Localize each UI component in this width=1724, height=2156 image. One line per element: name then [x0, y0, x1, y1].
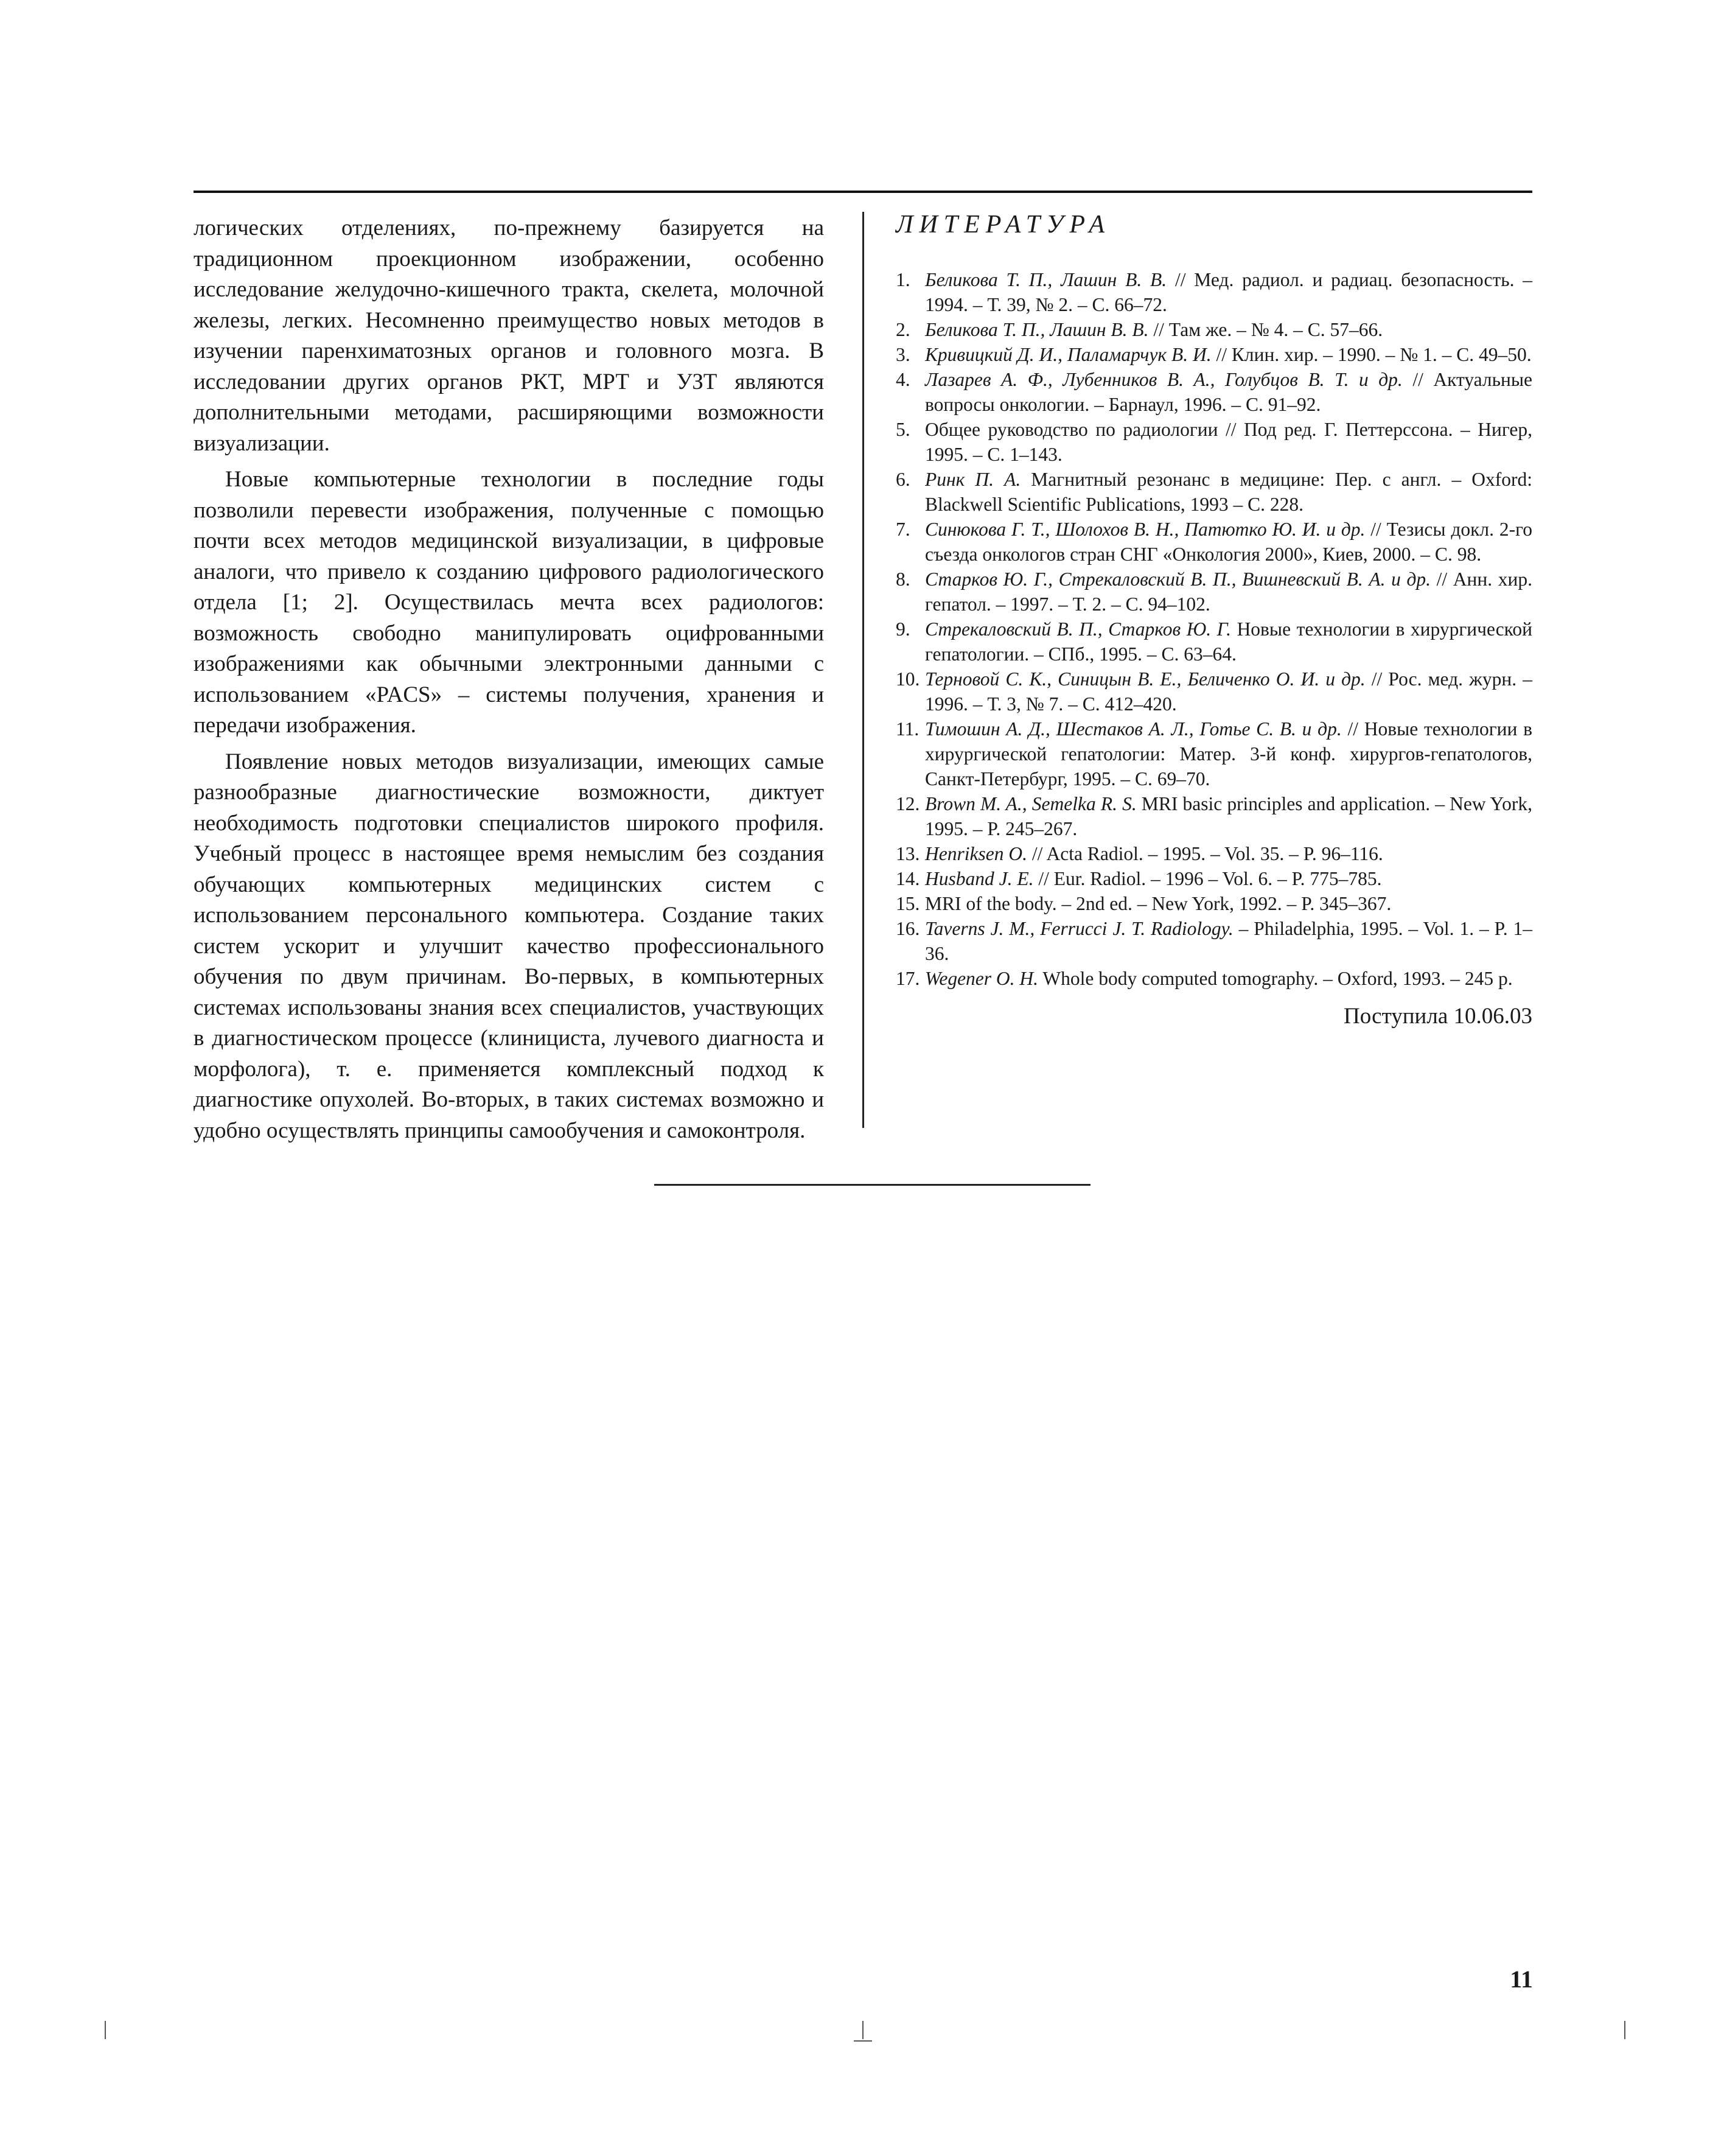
reference-details: MRI of the body. – 2nd ed. – New York, 1992. – P. 345–367. — [925, 893, 1392, 914]
body-paragraph: Появление новых методов визуализации, имеющих самые разнообразные диагностические возможности, диктует необходимость подготовки специалистов широкого профиля. Учебный процесс в настоящее время немыслим без создания обучающих компьютерных медицинских систем с использованием персонального компьютера. Создание таких систем ускорит и улучшит качество профессионального обучения по двум причинам. Во-первых, в компьютерных системах использованы знания всех специалистов, участвующих в диагностическом процессе (клинициста, лучевого диагноста и морфолога), т. е. применяется комплексный подход к диагностике опухолей. Во-вторых, в таких системах возможно и удобно осуществлять принципы самообучения и самоконтроля. — [194, 749, 824, 1143]
reference-authors: Husband J. E. — [925, 868, 1034, 889]
reference-authors: Стрекаловский В. П., Старков Ю. Г. — [925, 618, 1232, 640]
reference-details: // Там же. – № 4. – С. 57–66. — [1148, 319, 1383, 340]
received-date: Поступила 10.06.03 — [1344, 1004, 1532, 1029]
reference-details: // Анн. хир. гепатол. – 1997. – Т. 2. – С. 94–102. — [925, 569, 1532, 615]
reference-details: // Клин. хир. – 1990. – № 1. – С. 49–50. — [1211, 344, 1532, 365]
top-rule — [194, 191, 1532, 193]
reference-authors: Синюкова Г. Т., Шолохов В. Н., Патютко Ю. И. и др. — [925, 519, 1366, 540]
body-paragraph: Новые компьютерные технологии в последние годы позволили перевести изображения, полученные с помощью почти всех методов медицинской визуализации, в цифровые аналоги, что привело к созданию цифрового радиологического отдела [1; 2]. Осуществилась мечта всех радиологов: возможность свободно манипулировать оцифрованными изображениями как обычными электронными данными с использованием «PACS» – системы получения, хранения и передачи изображения. — [194, 467, 824, 738]
reference-item — [896, 417, 1532, 467]
reference-authors: Taverns J. M., Ferrucci J. T. Radiology. — [925, 918, 1234, 939]
reference-item — [896, 841, 1532, 866]
reference-authors: Кривицкий Д. И., Паламарчук В. И. — [925, 344, 1212, 365]
reference-details: Whole body computed tomography. – Oxford, 1993. – 245 p. — [1038, 968, 1513, 989]
crop-mark — [1624, 2021, 1625, 2039]
reference-number: 11. — [896, 718, 920, 740]
reference-item — [896, 567, 1532, 617]
reference-authors: Беликова Т. П., Лашин В. В. — [925, 269, 1167, 290]
reference-item — [896, 716, 1532, 791]
reference-number: 8. — [896, 569, 910, 590]
reference-details: Общее руководство по радиологии // Под ред. Г. Петтерссона. – Нигер, 1995. – С. 1–143. — [925, 419, 1532, 465]
crop-mark — [105, 2021, 106, 2039]
crop-mark — [862, 2021, 864, 2039]
reference-number: 1. — [896, 269, 910, 290]
reference-number: 15. — [896, 893, 920, 914]
column-divider — [862, 212, 864, 1128]
reference-authors: Henriksen O. — [925, 843, 1027, 864]
reference-number: 17. — [896, 968, 920, 989]
reference-details: // Eur. Radiol. – 1996 – Vol. 6. – P. 775–785. — [1033, 868, 1382, 889]
reference-number: 12. — [896, 793, 920, 814]
reference-number: 16. — [896, 918, 920, 939]
reference-details: – Philadelphia, 1995. – Vol. 1. – P. 1–36. — [925, 918, 1532, 964]
reference-authors: Wegener O. H. — [925, 968, 1039, 989]
reference-item — [896, 667, 1532, 716]
reference-authors: Старков Ю. Г., Стрекаловский В. П., Вишневский В. А. и др. — [925, 569, 1431, 590]
reference-item — [896, 617, 1532, 667]
reference-authors: Тимошин А. Д., Шестаков А. Л., Готье С. В. и др. — [925, 718, 1342, 740]
crop-mark — [854, 2040, 872, 2042]
reference-details: MRI basic principles and application. – New York, 1995. – P. 245–267. — [925, 793, 1532, 839]
reference-number: 6. — [896, 469, 910, 490]
reference-details: // Рос. мед. журн. – 1996. – Т. 3, № 7. – С. 412–420. — [925, 668, 1532, 715]
reference-details: // Acta Radiol. – 1995. – Vol. 35. – P. 96–116. — [1027, 843, 1383, 864]
reference-item — [896, 267, 1532, 317]
page-number: 11 — [1510, 1965, 1533, 1993]
body-paragraph: логических отделениях, по-прежнему базируется на традиционном проекционном изображении, особенно исследование желудочно-кишечного тракта, скелета, молочной железы, легких. Несомненно преимущество новых методов в изучении паренхиматозных органов и головного мозга. В исследовании других органов РКТ, МРТ и УЗТ являются дополнительными методами, расширяющими возможности визуализации. — [194, 215, 824, 456]
reference-details: Магнитный резонанс в медицине: Пер. с англ. – Oxford: Blackwell Scientific Publications, 1993 – С. 228. — [925, 469, 1533, 515]
end-of-article-rule — [654, 1184, 1091, 1186]
reference-item — [896, 891, 1532, 916]
reference-authors: Беликова Т. П., Лашин В. В. — [925, 319, 1149, 340]
reference-item — [896, 966, 1532, 991]
reference-item — [896, 866, 1532, 891]
reference-item — [896, 467, 1532, 517]
reference-number: 13. — [896, 843, 920, 864]
reference-details: // Мед. радиол. и радиац. безопасность. – 1994. – Т. 39, № 2. – С. 66–72. — [925, 269, 1533, 315]
reference-details: // Тезисы докл. 2-го съезда онкологов стран СНГ «Онкология 2000», Киев, 2000. – С. 98. — [925, 519, 1532, 565]
reference-authors: Brown M. A., Semelka R. S. — [925, 793, 1137, 814]
reference-details: Новые технологии в хирургической гепатологии. – СПб., 1995. – С. 63–64. — [925, 618, 1532, 665]
reference-details: // Актуальные вопросы онкологии. – Барнаул, 1996. – С. 91–92. — [925, 369, 1532, 415]
reference-authors: Ринк П. А. — [925, 469, 1021, 490]
reference-item — [896, 367, 1532, 417]
reference-item — [896, 916, 1532, 966]
reference-number: 10. — [896, 668, 920, 690]
reference-number: 2. — [896, 319, 910, 340]
references-title: ЛИТЕРАТУРА — [896, 211, 1111, 239]
reference-number: 3. — [896, 344, 910, 365]
references-column — [896, 210, 1532, 1029]
references-list — [896, 267, 1532, 991]
reference-details: // Новые технологии в хирургической гепатологии: Матер. 3-й конф. хирургов-гепатологов, Санкт-Петербург, 1995. – С. 69–70. — [925, 718, 1532, 789]
reference-item — [896, 517, 1532, 567]
reference-number: 5. — [896, 419, 910, 440]
reference-authors: Терновой С. К., Синицын В. Е., Беличенко О. И. и др. — [925, 668, 1366, 690]
reference-number: 9. — [896, 618, 910, 640]
reference-number: 7. — [896, 519, 910, 540]
reference-number: 4. — [896, 369, 910, 390]
body-text-column — [194, 213, 824, 1146]
reference-item — [896, 317, 1532, 342]
reference-item — [896, 791, 1532, 841]
reference-item — [896, 342, 1532, 367]
reference-number: 14. — [896, 868, 920, 889]
reference-authors: Лазарев А. Ф., Лубенников В. А., Голубцов В. Т. и др. — [925, 369, 1403, 390]
